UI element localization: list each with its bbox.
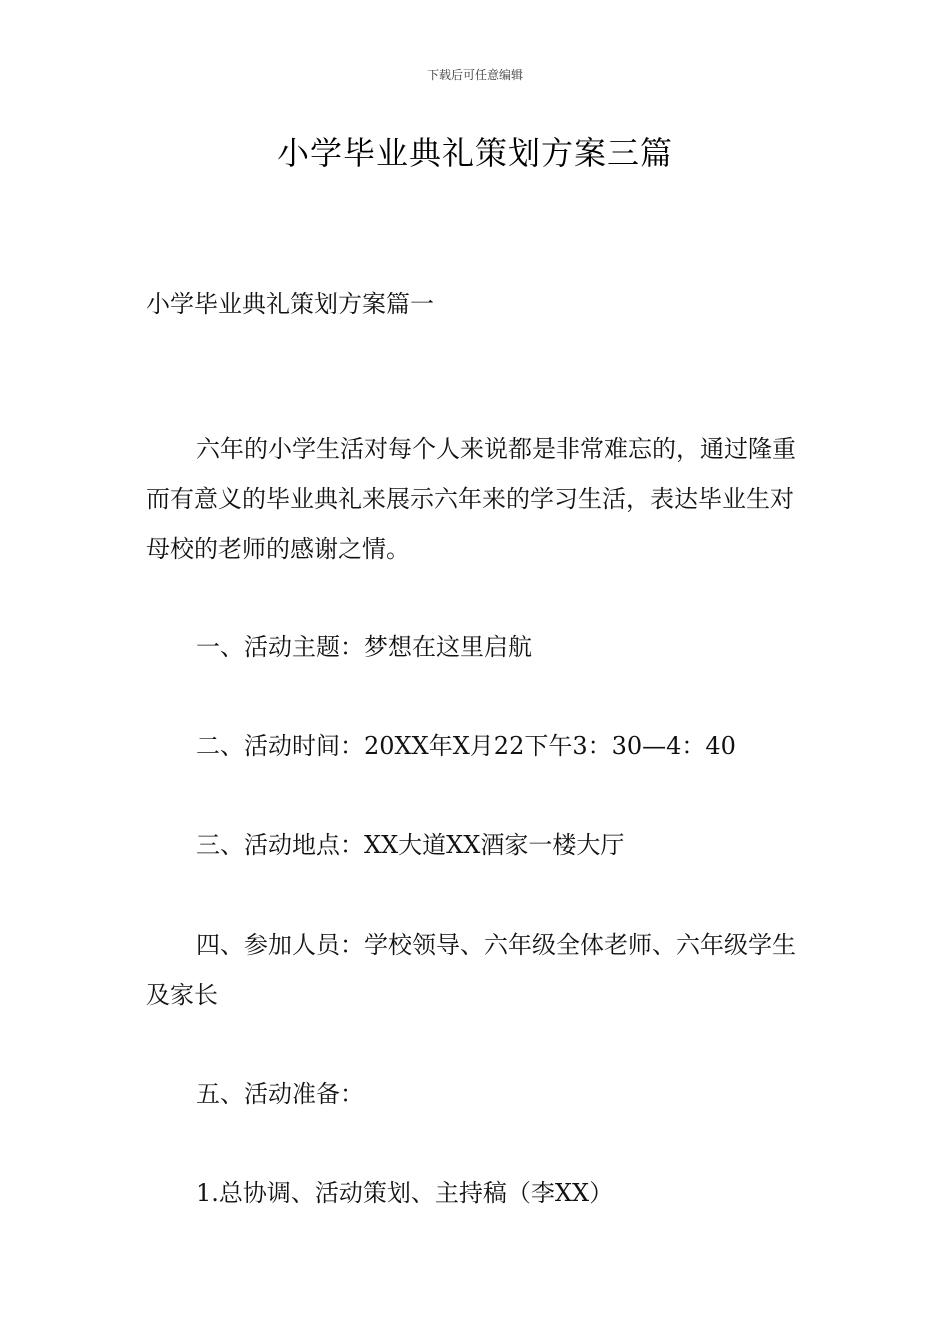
header-note: 下载后可任意编辑 xyxy=(426,68,523,82)
preparation-item-1: 1.总协调、活动策划、主持稿（李XX） xyxy=(196,1179,614,1207)
participants-paragraph: 四、参加人员：学校领导、六年级全体老师、六年级学生及家长 xyxy=(146,931,796,1009)
intro-paragraph: 六年的小学生活对每个人来说都是非常难忘的，通过隆重而有意义的毕业典礼来展示六年来的学习生活，表达毕业生对母校的老师的感谢之情。 xyxy=(146,435,796,563)
time-paragraph: 二、活动时间：20XX年X月22下午3：30—4：40 xyxy=(196,732,736,760)
preparation-paragraph: 五、活动准备： xyxy=(196,1080,364,1108)
theme-paragraph: 一、活动主题：梦想在这里启航 xyxy=(196,633,532,661)
section-heading: 小学毕业典礼策划方案篇一 xyxy=(146,290,434,318)
location-paragraph: 三、活动地点：XX大道XX酒家一楼大厅 xyxy=(196,831,625,859)
document-title: 小学毕业典礼策划方案三篇 xyxy=(276,134,673,172)
